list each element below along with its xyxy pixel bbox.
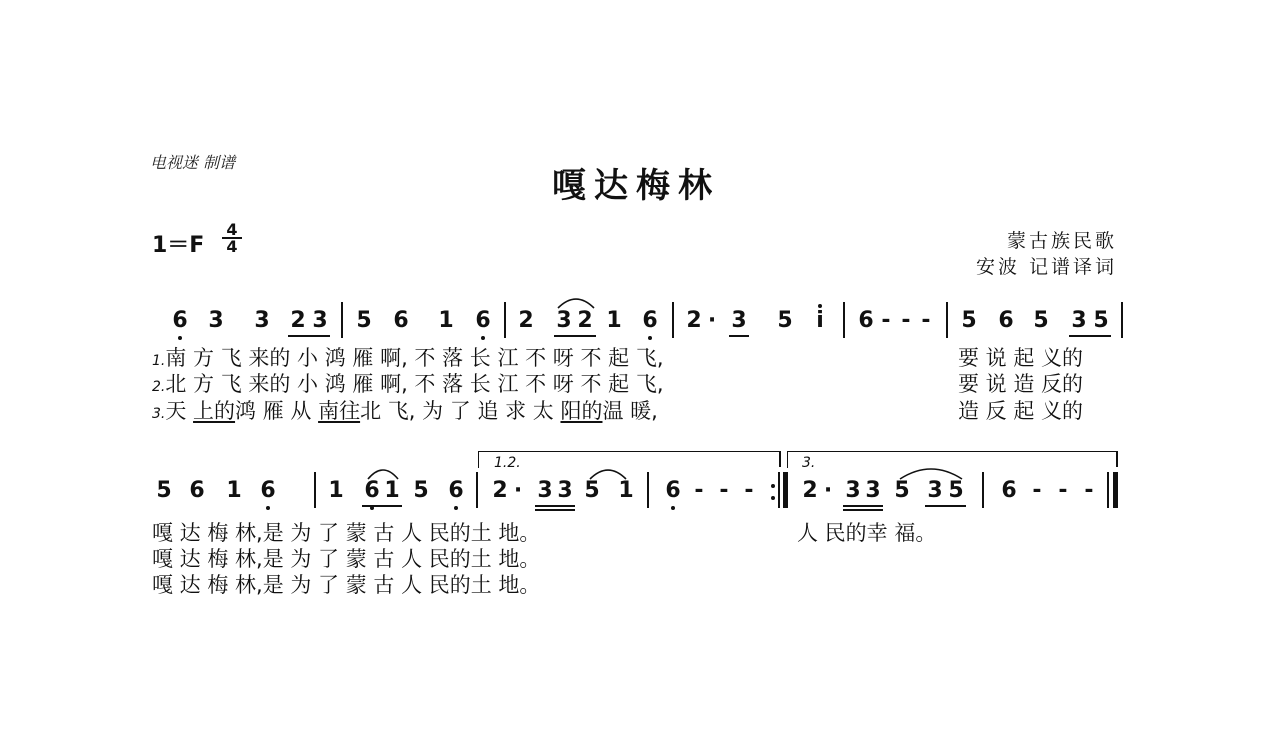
final-barline-heavy	[1113, 472, 1118, 508]
key-signature: 1＝F	[152, 233, 205, 258]
lyric-verse-2	[152, 368, 664, 398]
lyric-line2-verse-3: 嘎 达 梅 林,是 为 了 蒙 古 人 民的土 地。	[152, 573, 541, 597]
song-title: 嘎达梅林	[552, 166, 720, 206]
note: 2	[577, 308, 593, 333]
note: 6	[475, 308, 491, 333]
lyric-text: 上的	[193, 399, 236, 423]
note: 6	[189, 478, 205, 503]
lyric-text: 天	[165, 399, 194, 423]
slur	[366, 465, 400, 481]
lyric-text: 鸿 雁 从	[235, 399, 319, 423]
meter-bottom: 4	[226, 237, 238, 256]
note: 6	[364, 478, 380, 503]
dash: -	[901, 308, 911, 333]
repeat-dot	[771, 484, 775, 488]
lyric-line2-verse-1: 嘎 达 梅 林,是 为 了 蒙 古 人 民的土 地。	[152, 521, 541, 545]
note: 5	[948, 478, 964, 503]
note: 3	[1071, 308, 1087, 333]
volta-label-2: 3.	[802, 455, 816, 471]
volta-label-1: 1.2.	[494, 455, 521, 471]
beam	[535, 509, 575, 511]
note-dot: ·	[823, 478, 833, 503]
note: 5	[1033, 308, 1049, 333]
octave-dot	[454, 506, 458, 510]
beam	[843, 509, 883, 511]
volta-end	[779, 451, 781, 467]
volta-end	[1116, 451, 1118, 467]
verse-number: 2.	[152, 379, 166, 395]
beam	[362, 505, 402, 507]
note: 1	[618, 478, 634, 503]
note: 5	[156, 478, 172, 503]
note: 1	[226, 478, 242, 503]
note: 2	[290, 308, 306, 333]
beam	[535, 505, 575, 507]
final-barline-thin	[1107, 472, 1109, 508]
lyric-text: 南 方 飞 来的 小 鸿 雁 啊, 不 落 长 江 不 呀 不 起 飞,	[165, 346, 664, 370]
note: 1	[384, 478, 400, 503]
note: 6	[1001, 478, 1017, 503]
note: 6	[665, 478, 681, 503]
note: 3	[556, 308, 572, 333]
note: 3	[731, 308, 747, 333]
octave-dot	[266, 506, 270, 510]
dash: -	[694, 478, 704, 503]
lyric-line2-verse-1-tail: 人 民的幸 福。	[797, 521, 937, 545]
note: 5	[777, 308, 793, 333]
time-signature	[222, 222, 242, 254]
slur	[898, 465, 964, 481]
lyric-line2-verse-2: 嘎 达 梅 林,是 为 了 蒙 古 人 民的土 地。	[152, 547, 541, 571]
note-dot: ·	[707, 308, 717, 333]
note: 3	[208, 308, 224, 333]
note: 3	[845, 478, 861, 503]
note: 5	[961, 308, 977, 333]
barline	[341, 302, 343, 338]
lyric-verse-3	[152, 395, 658, 425]
note: 3	[537, 478, 553, 503]
repeat-barline-heavy	[783, 472, 788, 508]
note: 5	[356, 308, 372, 333]
note: 1	[438, 308, 454, 333]
note: 3	[254, 308, 270, 333]
barline	[314, 472, 316, 508]
verse-number: 1.	[152, 353, 166, 369]
note: 6	[260, 478, 276, 503]
dash: -	[1058, 478, 1068, 503]
note: 3	[927, 478, 943, 503]
note: 6	[172, 308, 188, 333]
note: 6	[642, 308, 658, 333]
beam	[925, 505, 966, 507]
note: 5	[1093, 308, 1109, 333]
lyric-verse-2-tail: 要 说 造 反的	[958, 372, 1084, 396]
note: 5	[413, 478, 429, 503]
repeat-barline	[778, 472, 780, 508]
barline	[672, 302, 674, 338]
note: 6	[393, 308, 409, 333]
octave-dot	[648, 336, 652, 340]
dash: -	[744, 478, 754, 503]
verse-number: 3.	[152, 406, 166, 422]
barline	[504, 302, 506, 338]
dash: -	[921, 308, 931, 333]
octave-dot	[818, 304, 822, 308]
note: 1	[606, 308, 622, 333]
barline	[1121, 302, 1123, 338]
dash: -	[1084, 478, 1094, 503]
beam	[729, 335, 749, 337]
repeat-dot	[771, 496, 775, 500]
barline	[647, 472, 649, 508]
volta-bracket-1	[478, 451, 781, 468]
dash: -	[719, 478, 729, 503]
barline	[946, 302, 948, 338]
lyric-text: 温 暖,	[602, 399, 658, 423]
lyric-verse-1-tail: 要 说 起 义的	[958, 346, 1084, 370]
octave-dot	[481, 336, 485, 340]
slur	[588, 465, 628, 481]
note: 5	[584, 478, 600, 503]
note-dot: ·	[513, 478, 523, 503]
lyric-verse-3-tail: 造 反 起 义的	[958, 399, 1084, 423]
note: 3	[312, 308, 328, 333]
note: i	[816, 308, 824, 333]
lyric-text: 北 飞, 为 了 追 求 太	[360, 399, 561, 423]
note: 6	[858, 308, 874, 333]
beam	[843, 505, 883, 507]
dash: -	[881, 308, 891, 333]
beam	[1069, 335, 1111, 337]
octave-dot	[671, 506, 675, 510]
lyric-text: 南往	[318, 399, 361, 423]
barline	[982, 472, 984, 508]
lyric-text: 北 方 飞 来的 小 鸿 雁 啊, 不 落 长 江 不 呀 不 起 飞,	[165, 372, 664, 396]
note: 5	[894, 478, 910, 503]
meter-top: 4	[222, 222, 242, 239]
lyricist-credit: 安波 记谱译词	[975, 256, 1117, 278]
dash: -	[1032, 478, 1042, 503]
note: 3	[865, 478, 881, 503]
barline	[843, 302, 845, 338]
beam	[288, 335, 330, 337]
note: 6	[448, 478, 464, 503]
note: 2	[518, 308, 534, 333]
song-origin: 蒙古族民歌	[1006, 230, 1117, 252]
note: 6	[998, 308, 1014, 333]
lyric-text: 阳的	[560, 399, 603, 423]
beam	[554, 335, 596, 337]
slur	[556, 294, 596, 310]
arranger-credit: 电视迷 制谱	[150, 153, 236, 172]
note: 2	[802, 478, 818, 503]
octave-dot	[178, 336, 182, 340]
barline	[476, 472, 478, 508]
note: 2	[686, 308, 702, 333]
note: 3	[557, 478, 573, 503]
note: 1	[328, 478, 344, 503]
note: 2	[492, 478, 508, 503]
